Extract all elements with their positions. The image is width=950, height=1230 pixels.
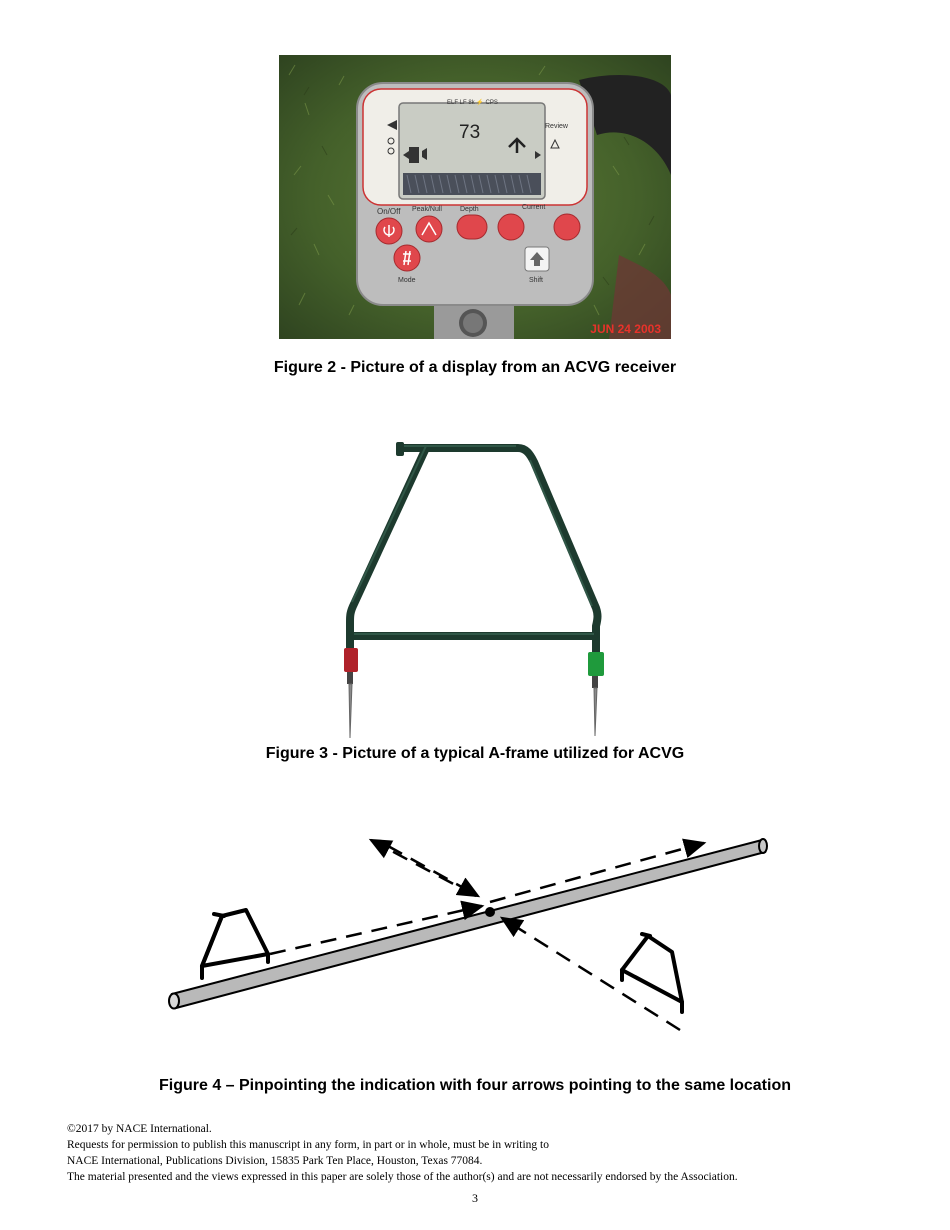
- page-number: 3: [472, 1191, 478, 1205]
- figure-3-caption: Figure 3 - Picture of a typical A-frame utilized for ACVG: [265, 745, 685, 762]
- onoff-label: On/Off: [377, 207, 401, 216]
- figure-2-photo: [279, 55, 671, 339]
- a-frame-left: [202, 910, 268, 978]
- peaknull-label: Peak/Null: [412, 206, 442, 213]
- footer-disclaimer: The material presented and the views expressed in this paper are solely those of the author(s) and are not necessarily endorsed by the Association.: [67, 1171, 738, 1183]
- figure-4-caption: Figure 4 – Pinpointing the indication with four arrows pointing to the same location: [158, 1077, 791, 1094]
- footer-copyright: ©2017 by NACE International.: [67, 1123, 212, 1135]
- a-frame-left-band: [344, 648, 358, 672]
- mode-label: Mode: [398, 277, 416, 284]
- review-label: Review: [545, 123, 568, 130]
- figure-3-a-frame: [330, 436, 620, 742]
- indication-point: [485, 907, 495, 917]
- a-frame-right-band: [588, 652, 604, 676]
- depth-label: Depth: [460, 206, 479, 213]
- figure-2-caption: Figure 2 - Picture of a display from an ACVG receiver: [273, 359, 677, 376]
- footer-address: NACE International, Publications Division, 15835 Park Ten Place, Houston, Texas 77084.: [67, 1155, 483, 1167]
- figure-4-diagram: [160, 830, 780, 1040]
- band-labels: ELF LF 8k ⚡ CPS: [447, 100, 498, 106]
- current-label: Current: [522, 204, 546, 211]
- photo-date-stamp: JUN 24 2003: [590, 322, 661, 336]
- lcd-reading: 73: [459, 122, 481, 143]
- shift-label: Shift: [529, 277, 544, 284]
- footer-permission: Requests for permission to publish this manuscript in any form, in part or in whole, must be in writing to: [67, 1139, 549, 1151]
